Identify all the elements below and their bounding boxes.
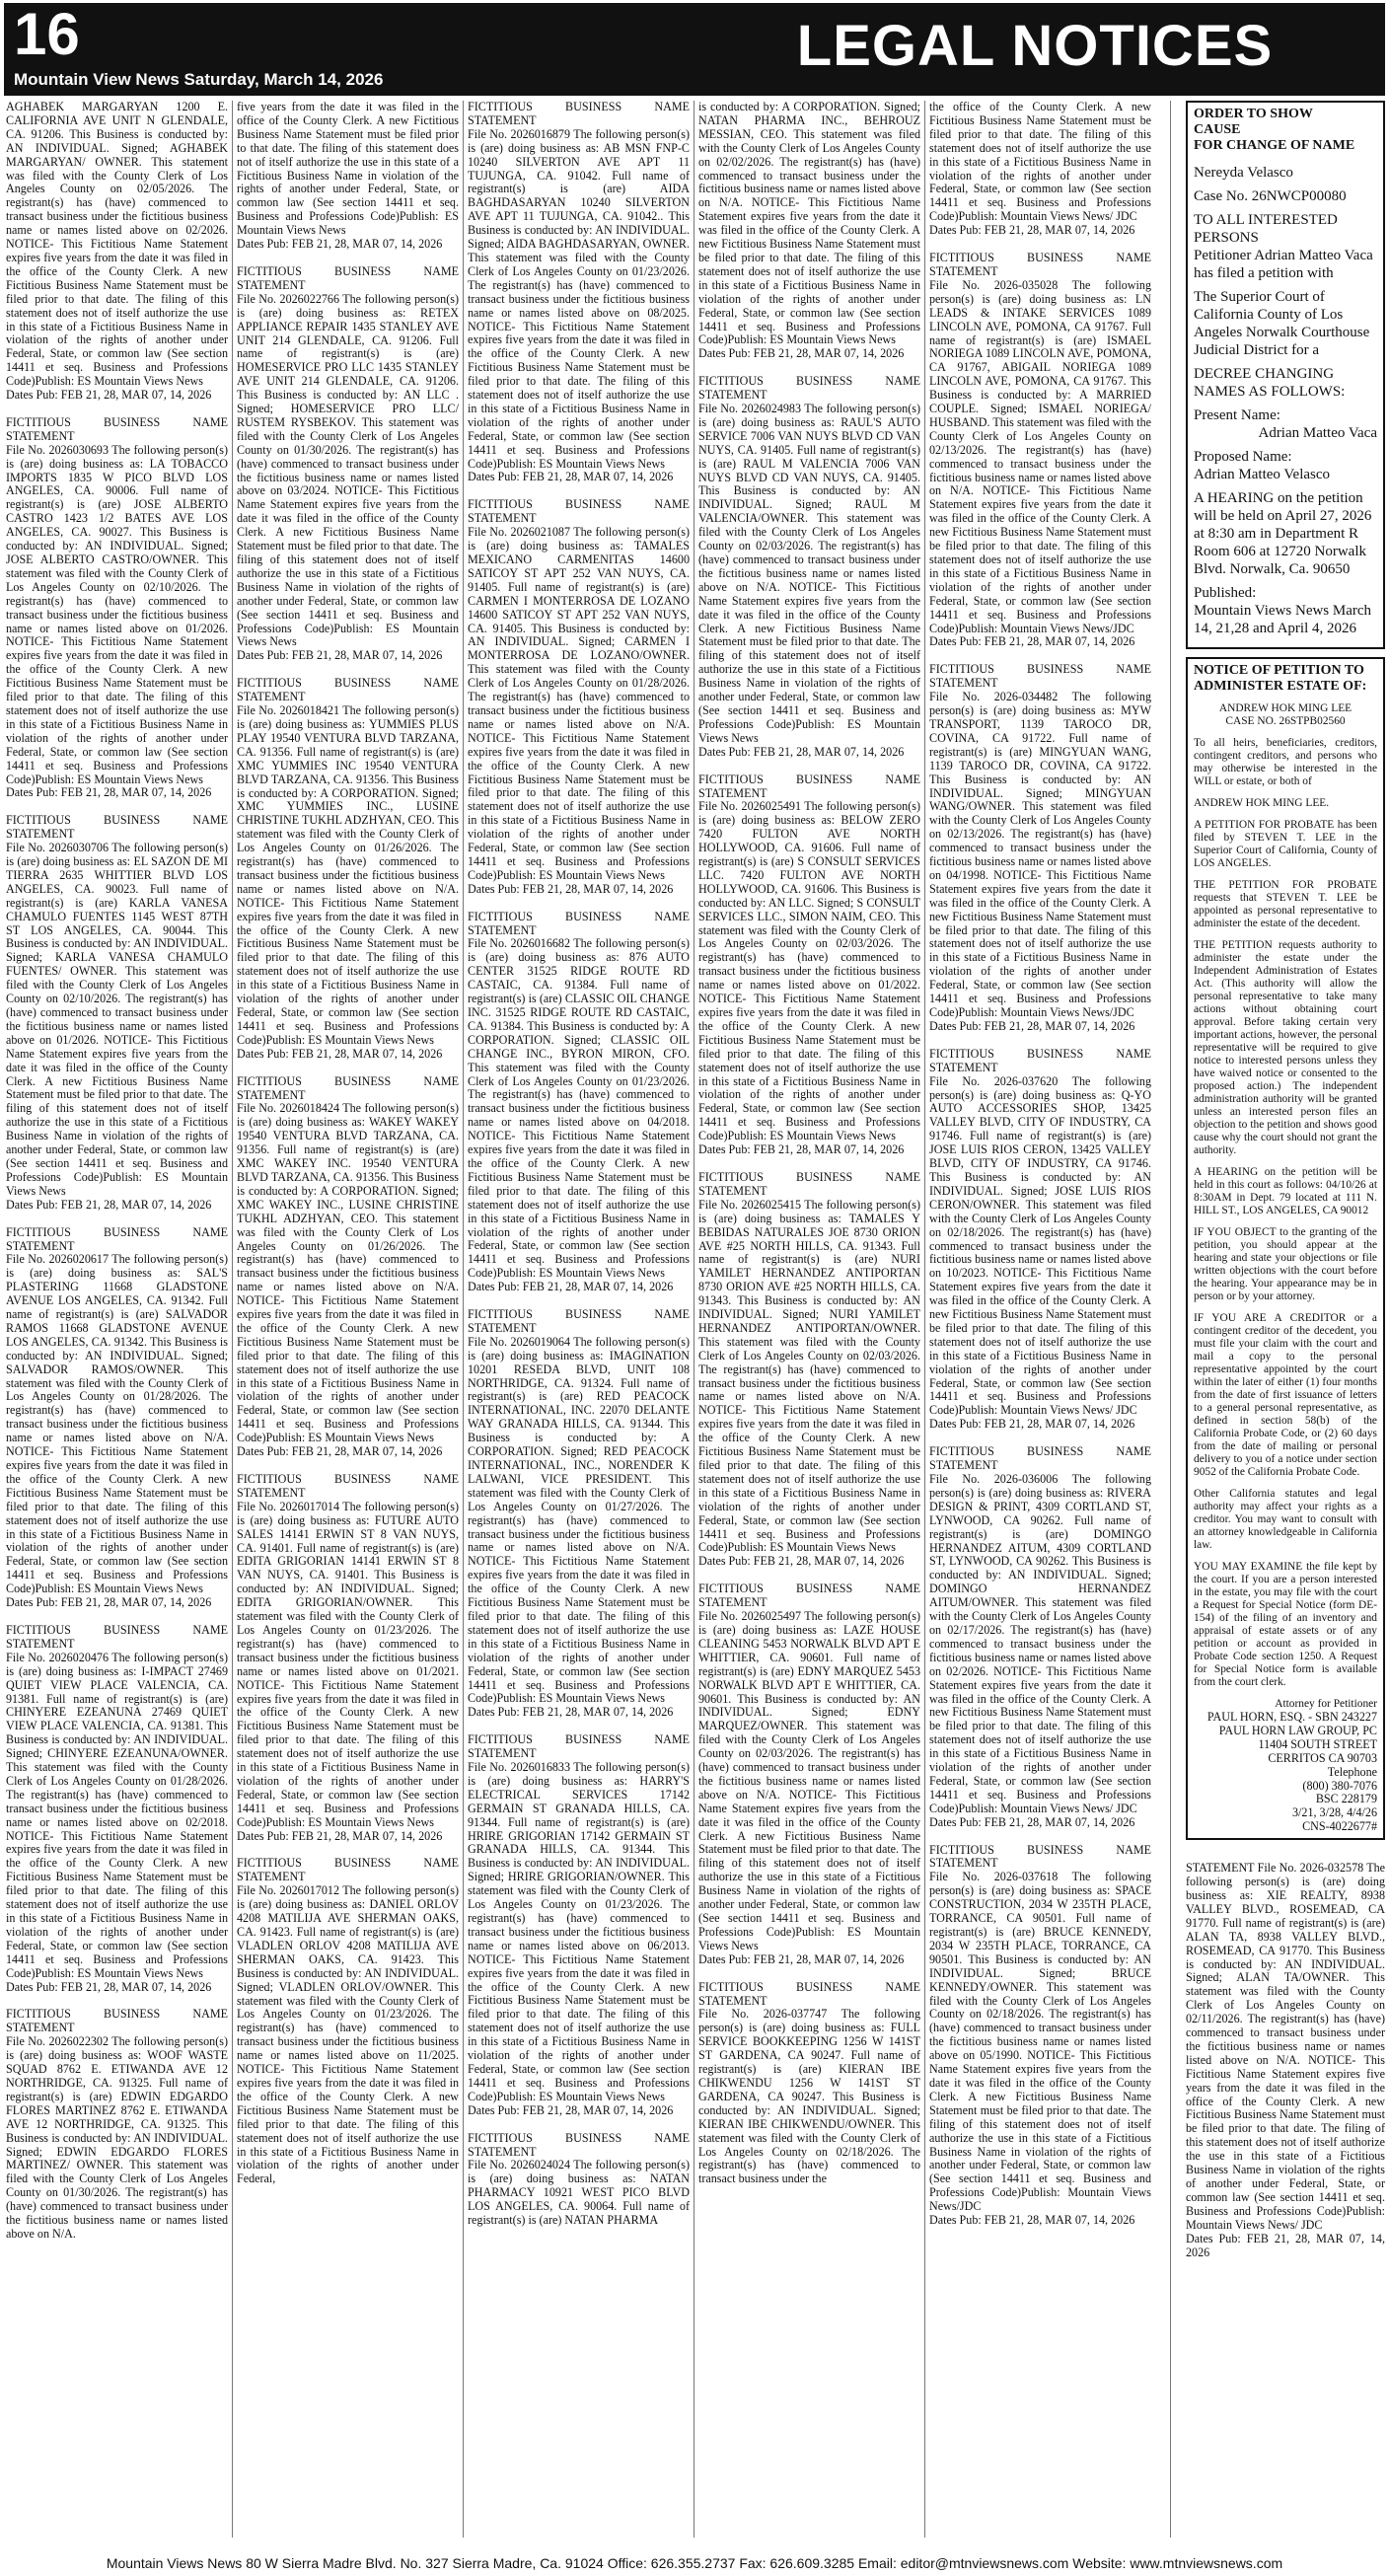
notice-dates: Dates Pub: FEB 21, 28, MAR 07, 14, 2026 [237, 1046, 443, 1061]
notice-dates: Dates Pub: FEB 21, 28, MAR 07, 14, 2026 [929, 1018, 1135, 1033]
column-2 [237, 101, 459, 2538]
estate-attorney-block [1194, 1711, 1377, 1834]
fbn-notice [237, 265, 459, 663]
ots-published: Mountain Views News March 14, 21,28 and April 4, 2026 [1194, 603, 1372, 636]
notice-body: File No. 2026016879 The following person(s) is (are) doing business as: AB MSN FNP-C 10240 SILVERTON AVE APT 11 TUJUNGA, CA. 91042. Full name of registrant(s) is (are) AIDA BAGHDASARYAN 10240 SILVERTON AVE APT 11 TUJUNGA, CA. 91042.. This Business is conducted by: AN INDIVIDUAL. Signed; AIDA BAGHDASARYAN, OWNER. This statement was filed with the County Clerk of Los Angeles County on 01/23/2026. The registrant(s) has (have) commenced to transact business under the fictitious business name or names listed above on 08/2025. NOTICE- This Fictitious Name Statement expires five years from the date it was filed in the office of the County Clerk. A new Fictitious Business Name Statement must be filed prior to that date. The filing of this statement does not of itself authorize the use in this state of a Fictitious Business Name in violation of the rights of another under Federal, State, or common law (See section 14411 et seq. Business and Professions Code)Publish: ES Mountain Views News [468, 126, 690, 471]
notice-heading: FICTITIOUS BUSINESS NAME STATEMENT [237, 676, 459, 704]
estate-paragraph: THE PETITION requests authority to administer the estate under the Independent Administration of Estates Act. (This authority will allow the personal representative to take many actions without obtaining court approval. Before taking certain very important actions, however, the personal representative will be required to give notice to interested persons unless they have waived notice or consented to the proposed action.) The independent administration authority will be granted unless an interested person files an objection to the petition and shows good cause why the court should not grant the authority. [1194, 939, 1377, 1156]
notice-heading: FICTITIOUS BUSINESS NAME STATEMENT [929, 1842, 1151, 1871]
estate-paragraph: THE PETITION FOR PROBATE requests that STEVEN T. LEE be appointed as personal representative to administer the estate of the decedent. [1194, 879, 1377, 929]
estate-paragraph: Other California statutes and legal authority may affect your rights as a creditor. You may want to consult with an attorney knowledgeable in California law. [1194, 1488, 1377, 1551]
fbn-notice [929, 663, 1151, 1033]
fbn-notice [698, 1981, 920, 2187]
notice-dates: Dates Pub: FEB 21, 28, MAR 07, 14, 2026 [698, 1951, 905, 1966]
notice-dates: Dates Pub: FEB 21, 28, MAR 07, 14, 2026 [468, 1705, 674, 1720]
fbn-notice [6, 1226, 228, 1610]
fbn-notice [237, 1075, 459, 1459]
notice-body: the office of the County Clerk. A new Fictitious Business Name Statement must be filed prior to that date. The filing of this statement does not of itself authorize the use in this state of a Fictitious Business Name in violation of the rights of another under Federal, State, or common law (See section 14411 et seq. Business and Professions Code)Publish: Mountain Views News/ JDC [929, 101, 1151, 224]
notice-heading: FICTITIOUS BUSINESS NAME STATEMENT [6, 813, 228, 842]
estate-paragraph: IF YOU OBJECT to the granting of the petition, you should appear at the hearing and state your objections or file written objections with the court before the hearing. Your appearance may be in person or by your attorney. [1194, 1226, 1377, 1302]
notice-body: File No. 2026024024 The following person(s) is (are) doing business as: NATAN PHARMACY 10921 WEST PICO BLVD LOS ANGELES, CA. 90064. Full name of registrant(s) is (are) NATAN PHARMA [468, 2158, 690, 2228]
notice-heading: FICTITIOUS BUSINESS NAME STATEMENT [6, 1224, 228, 1253]
notice-heading: FICTITIOUS BUSINESS NAME STATEMENT [237, 1472, 459, 1500]
notice-dates: Dates Pub: FEB 21, 28, MAR 07, 14, 2026 [237, 1444, 443, 1459]
notice-body: File No. 2026-037618 The following person(s) is (are) doing business as: SPACE CONSTRUCTION, 2034 W 235TH PLACE, TORRANCE, CA 90501. Full name of registrant(s) is (are) BRUCE KENNEDY, 2034 W 235TH PLACE, TORRANCE, CA 90501. This Business is conducted by: AN INDIVIDUAL. Signed; BRUCE KENNEDY/OWNER. This statement was filed with the County Clerk of Los Angeles County on 02/18/2026. The registrant(s) has (have) commenced to transact business under the fictitious business name or names listed above on 05/1990. NOTICE- This Fictitious Name Statement expires five years from the date it was filed in the office of the County Clerk. A new Fictitious Business Name Statement must be filed prior to that date. The filing of this statement does not of itself authorize the use in this state of a Fictitious Business Name in violation of the rights of another under Federal, State, or common law (See section 14411 et seq. Business and Professions Code)Publish: Mountain Views News/JDC [929, 1870, 1151, 2214]
page-number: 16 [14, 1, 80, 67]
fbn-notice [237, 1473, 459, 1843]
notice-body: File No. 2026-034482 The following person(s) is (are) doing business as: MYW TRANSPORT, 1139 TAROCO DR, COVINA, CA 91722. Full name of registrant(s) is (are) MINGYUAN WANG, 1139 TAROCO DR, COVINA, CA 91722. This Business is conducted by: AN INDIVIDUAL. Signed; MINGYUAN WANG/OWNER. This statement was filed with the County Clerk of Los Angeles County on 02/13/2026. The registrant(s) has (have) commenced to transact business under the fictitious business name or names listed above on 04/1998. NOTICE- This Fictitious Name Statement expires five years from the date it was filed in the office of the County Clerk. A new Fictitious Business Name Statement must be filed prior to that date. The filing of this statement does not of itself authorize the use in this state of a Fictitious Business Name in violation of the rights of another under Federal, State, or common law (See section 14411 et seq. Business and Professions Code)Publish: Mountain Views News/JDC [929, 690, 1151, 1019]
fbn-notice [929, 252, 1151, 649]
fbn-notice [6, 814, 228, 1212]
fbn-notice [698, 375, 920, 759]
fbn-notice [468, 1308, 690, 1720]
notice-dates: Dates Pub: FEB 21, 28, MAR 07, 14, 2026 [468, 2102, 674, 2117]
notice-dates: Dates Pub: FEB 21, 28, MAR 07, 14, 2026 [237, 237, 443, 252]
ots-decree: DECREE CHANGING NAMES AS FOLLOWS: [1194, 366, 1346, 400]
notice-dates: Dates Pub: FEB 21, 28, MAR 07, 14, 2026 [698, 1554, 905, 1569]
estate-paragraph: ANDREW HOK MING LEE. [1194, 797, 1330, 809]
fbn-notice [468, 498, 690, 896]
attorney-line: PAUL HORN, ESQ. - SBN 243227 [1206, 1710, 1377, 1724]
estate-decedent: ANDREW HOK MING LEE [1218, 702, 1352, 714]
estate-paragraph: YOU MAY EXAMINE the file kept by the court. If you are a person interested in the estate, you may file with the court a Request for Special Notice (form DE-154) of the filing of an inventory and appraisal of estate assets or of any petition or account as provided in Probate Code section 1250. A Request for Special Notice form is available from the court clerk. [1194, 1561, 1377, 1688]
notice-heading: FICTITIOUS BUSINESS NAME STATEMENT [929, 1444, 1151, 1473]
fbn-notice [698, 773, 920, 1157]
notice-dates: Dates Pub: FEB 21, 28, MAR 07, 14, 2026 [468, 470, 674, 484]
notice-heading: FICTITIOUS BUSINESS NAME STATEMENT [698, 1979, 920, 2008]
notice-heading: FICTITIOUS BUSINESS NAME STATEMENT [468, 2130, 690, 2159]
ots-petitioner-name: Nereyda Velasco [1194, 165, 1293, 181]
fbn-notice [929, 101, 1151, 238]
column-rule [463, 101, 464, 2538]
notice-body: File No. 2026-035028 The following person(s) is (are) doing business as: LN LEADS & INTAKE SERVICES 1089 LINCOLN AVE, POMONA, CA 91767. Full name of registrant(s) is (are) ISMAEL NORIEGA 1089 LINCOLN AVE, POMONA, CA 91767, ABIGAIL NORIEGA 1089 LINCOLN AVE, POMONA, CA 91767. This Business is conducted by: A MARRIED COUPLE. Signed; ISMAEL NORIEGA/ HUSBAND. This statement was filed with the County Clerk of Los Angeles County on 02/13/2026. The registrant(s) has (have) commenced to transact business under the fictitious business name or names listed above on N/A. NOTICE- This Fictitious Name Statement expires five years from the date it was filed in the office of the County Clerk. A new Fictitious Business Name Statement must be filed prior to that date. The filing of this statement does not of itself authorize the use in this state of a Fictitious Business Name in violation of the rights of another under Federal, State, or common law (See section 14411 et seq. Business and Professions Code)Publish: Mountain Views News/JDC [929, 277, 1151, 635]
notice-body: File No. 2026-037620 The following person(s) is (are) doing business as: Q-YO AUTO ACCESSORIES SHOP, 13425 VALLEY BLVD, CITY OF INDUSTRY, CA 91746. Full name of registrant(s) is (are) JOSE LUIS RIOS CERON, 13425 VALLEY BLVD, CITY OF INDUSTRY, CA 91746. This Business is conducted by: AN INDIVIDUAL. Signed; JOSE LUIS RIOS CERON/OWNER. This statement was filed with the County Clerk of Los Angeles County on 02/18/2026. The registrant(s) has (have) commenced to transact business under the fictitious business name or names listed above on 10/2023. NOTICE- This Fictitious Name Statement expires five years from the date it was filed in the office of the County Clerk. A new Fictitious Business Name Statement must be filed prior to that date. The filing of this statement does not of itself authorize the use in this state of a Fictitious Business Name in violation of the rights of another under Federal, State, or common law (See section 14411 et seq. Business and Professions Code)Publish: Mountain Views News/ JDC [929, 1073, 1151, 1418]
footer-contact-line: Mountain Views News 80 W Sierra Madre Blvd. No. 327 Sierra Madre, Ca. 91024 Office: 626.355.2737 Fax: 626.609.3285 Email: editor@mtnviewsnews.com Website: www.mtnviewsnews.com [106, 2555, 1283, 2571]
notice-heading: FICTITIOUS BUSINESS NAME STATEMENT [698, 1582, 920, 1610]
column-rule [924, 101, 925, 2538]
ots-court: The Superior Court of California County of Los Angeles Norwalk Courthouse Judicial District for a [1194, 289, 1370, 358]
petition-estate-notice [1186, 657, 1385, 1840]
notice-body: File No. 2026018424 The following person(s) is (are) doing business as: WAKEY WAKEY 19540 VENTURA BLVD TARZANA, CA. 91356. Full name of registrant(s) is (are) XMC WAKEY INC. 19540 VENTURA BLVD TARZANA, CA. 91356. This Business is conducted by: A CORPORATION. Signed; XMC WAKEY INC., LUSINE CHRISTINE TUKHL ADZHYAN, CEO. This statement was filed with the County Clerk of Los Angeles County on 01/26/2026. The registrant(s) has (have) commenced to transact business under the fictitious business name or names listed above on N/A. NOTICE- This Fictitious Name Statement expires five years from the date it was filed in the office of the County Clerk. A new Fictitious Business Name Statement must be filed prior to that date. The filing of this statement does not of itself authorize the use in this state of a Fictitious Business Name in violation of the rights of another under Federal, State, or common law (See section 14411 et seq. Business and Professions Code)Publish: ES Mountain Views News [237, 1101, 459, 1445]
notice-body: File No. 2026025415 The following person(s) is (are) doing business as: TAMALES Y BEBIDAS NATURALES JOE 8730 ORION AVE #25 NORTH HILLS, CA. 91343. Full name of registrant(s) is (are) NURI YAMILET HERNANDEZ ANTIPORTAN 8730 ORION AVE #25 NORTH HILLS, CA. 91343. This Business is conducted by: AN INDIVIDUAL. Signed; NURI YAMILET HERNANDEZ ANTIPORTAN/OWNER. This statement was filed with the County Clerk of Los Angeles County on 02/03/2026. The registrant(s) has (have) commenced to transact business under the fictitious business name or names listed above on N/A. NOTICE- This Fictitious Name Statement expires five years from the date it was filed in the office of the County Clerk. A new Fictitious Business Name Statement must be filed prior to that date. The filing of this statement does not of itself authorize the use in this state of a Fictitious Business Name in violation of the rights of another under Federal, State, or common law (See section 14411 et seq. Business and Professions Code)Publish: ES Mountain Views News [698, 1197, 920, 1555]
notice-heading: FICTITIOUS BUSINESS NAME STATEMENT [237, 263, 459, 292]
fbn-notice [929, 1048, 1151, 1432]
ots-hearing: A HEARING on the petition will be held on April 27, 2026 at 8:30 am in Department R Room 606 at 12720 Norwalk Blvd. Norwalk, Ca. 90650 [1194, 490, 1372, 577]
ots-filed-with: has filed a petition with [1194, 265, 1334, 281]
fbn-notice [468, 911, 690, 1294]
fbn-notice [698, 1582, 920, 1966]
notice-heading: FICTITIOUS BUSINESS NAME STATEMENT [698, 374, 920, 403]
order-to-show-cause [1186, 101, 1385, 649]
notice-dates: Dates Pub: FEB 21, 28, MAR 07, 14, 2026 [237, 1828, 443, 1843]
notice-heading: FICTITIOUS BUSINESS NAME STATEMENT [237, 1073, 459, 1102]
notice-dates: Dates Pub: FEB 21, 28, MAR 07, 14, 2026 [468, 881, 674, 896]
notice-dates: Dates Pub: FEB 21, 28, MAR 07, 14, 2026 [929, 634, 1135, 649]
notice-heading: FICTITIOUS BUSINESS NAME STATEMENT [468, 101, 690, 127]
estate-paragraph: A PETITION FOR PROBATE has been filed by STEVEN T. LEE in the Superior Court of California, County of LOS ANGELES. [1194, 819, 1377, 869]
notice-body: File No. 2026030693 The following person(s) is (are) doing business as: LA TOBACCO IMPORTS 1835 W PICO BLVD LOS ANGELES, CA. 90006. Full name of registrant(s) is (are) JOSE ALBERTO CASTRO 1423 1/2 BATES AVE LOS ANGELES, CA. 90027. This Business is conducted by: AN INDIVIDUAL. Signed; JOSE ALBERTO CASTRO/OWNER. This statement was filed with the County Clerk of Los Angeles County on 02/10/2026. The registrant(s) has (have) commenced to transact business under the fictitious business name or names listed above on 01/2026. NOTICE- This Fictitious Name Statement expires five years from the date it was filed in the office of the County Clerk. A new Fictitious Business Name Statement must be filed prior to that date. The filing of this statement does not of itself authorize the use in this state of a Fictitious Business Name in violation of the rights of another under Federal, State, or common law (See section 14411 et seq. Business and Professions Code)Publish: ES Mountain Views News [6, 442, 228, 786]
attorney-line: (800) 380-7076 [1302, 1778, 1377, 1793]
notice-body: five years from the date it was filed in the office of the County Clerk. A new Fictitious Business Name Statement must be filed prior to that date. The filing of this statement does not of itself authorize the use in this state of a Fictitious Business Name in violation of the rights of another under Federal, State, or common law (See section 14411 et seq. Business and Professions Code)Publish: ES Mountain Views News [237, 101, 459, 238]
column-4 [698, 101, 920, 2538]
notice-heading: FICTITIOUS BUSINESS NAME STATEMENT [929, 1046, 1151, 1074]
notice-body: File No. 2026024983 The following person(s) is (are) doing business as: RAUL'S AUTO SERVICE 7006 VAN NUYS BLVD CD VAN NUYS, CA. 91405. Full name of registrant(s) is (are) RAUL M VALENCIA 7006 VAN NUYS BLVD CD VAN NUYS, CA. 91405. This Business is conducted by: AN INDIVIDUAL. Signed; RAUL M VALENCIA/OWNER. This statement was filed with the County Clerk of Los Angeles County on 02/03/2026. The registrant(s) has (have) commenced to transact business under the fictitious business name or names listed above on N/A. NOTICE- This Fictitious Name Statement expires five years from the date it was filed in the office of the County Clerk. A new Fictitious Business Name Statement must be filed prior to that date. The filing of this statement does not of itself authorize the use in this state of a Fictitious Business Name in violation of the rights of another under Federal, State, or common law (See section 14411 et seq. Business and Professions Code)Publish: ES Mountain Views News [698, 402, 920, 745]
column-3 [468, 101, 690, 2538]
estate-paragraph: To all heirs, beneficiaries, creditors, contingent creditors, and persons who may otherwise be interested in the WILL or estate, or both of [1194, 737, 1377, 787]
estate-attorney-label: Attorney for Petitioner [1275, 1698, 1377, 1710]
ots-present-label: Present Name: [1194, 407, 1280, 423]
ots-present-name: Adrian Matteo Vaca [1258, 425, 1377, 441]
notice-body: File No. 2026017014 The following person(s) is (are) doing business as: FUTURE AUTO SALES 14141 ERWIN ST 8 VAN NUYS, CA. 91401. Full name of registrant(s) is (are) EDITA GRIGORIAN 14141 ERWIN ST 8 VAN NUYS, CA. 91401. This Business is conducted by: AN INDIVIDUAL. Signed; EDITA GRIGORIAN/OWNER. This statement was filed with the County Clerk of Los Angeles County on 01/23/2026. The registrant(s) has (have) commenced to transact business under the fictitious business name or names listed above on 01/2021. NOTICE- This Fictitious Name Statement expires five years from the date it was filed in the office of the County Clerk. A new Fictitious Business Name Statement must be filed prior to that date. The filing of this statement does not of itself authorize the use in this state of a Fictitious Business Name in violation of the rights of another under Federal, State, or common law (See section 14411 et seq. Business and Professions Code)Publish: ES Mountain Views News [237, 1499, 459, 1829]
notice-dates: Dates Pub: FEB 21, 28, MAR 07, 14, 2026 [6, 388, 212, 403]
attorney-line: CERRITOS CA 90703 [1268, 1750, 1377, 1765]
notice-dates: Dates Pub: FEB 21, 28, MAR 07, 14, 2026 [929, 2213, 1135, 2228]
notice-body: File No. 2026022302 The following person(s) is (are) doing business as: WOOF WASTE SQUAD 8762 E. ETIWANDA AVE 12 NORTHRIDGE, CA. 91325. Full name of registrant(s) is (are) EDWIN EDGARDO FLORES MARTINEZ 8762 E. ETIWANDA AVE 12 NORTHRIDGE, CA. 91325. This Business is conducted by: AN INDIVIDUAL. Signed; EDWIN EDGARDO FLORES MARTINEZ/ OWNER. This statement was filed with the County Clerk of Los Angeles County on 01/30/2026. The registrant(s) has (have) commenced to transact business under the fictitious business name or names listed above on N/A. [6, 2034, 228, 2241]
fbn-notice [237, 677, 459, 1061]
estate-paragraph: A HEARING on the petition will be held in this court as follows: 04/10/26 at 8:30AM in Dept. 79 located at 111 N. HILL ST., LOS ANGELES, CA 90012 [1194, 1166, 1377, 1216]
notice-heading: FICTITIOUS BUSINESS NAME STATEMENT [468, 909, 690, 937]
fbn-notice [1186, 1862, 1385, 2259]
notice-body: File No. 2026020617 The following person(s) is (are) doing business as: SAL'S PLASTERING 11668 GLADSTONE AVENUE LOS ANGELES, CA. 91342. Full name of registrant(s) is (are) SALVADOR RAMOS 11668 GLADSTONE AVENUE LOS ANGELES, CA. 91342. This Business is conducted by: AN INDIVIDUAL. Signed; SALVADOR RAMOS/OWNER. This statement was filed with the County Clerk of Los Angeles County on 01/28/2026. The registrant(s) has (have) commenced to transact business under the fictitious business name or names listed above on N/A. NOTICE- This Fictitious Name Statement expires five years from the date it was filed in the office of the County Clerk. A new Fictitious Business Name Statement must be filed prior to that date. The filing of this statement does not of itself authorize the use in this state of a Fictitious Business Name in violation of the rights of another under Federal, State, or common law (See section 14411 et seq. Business and Professions Code)Publish: ES Mountain Views News [6, 1252, 228, 1596]
ots-proposed-label: Proposed Name: [1194, 449, 1292, 465]
notice-body: File No. 2026030706 The following person(s) is (are) doing business as: EL SAZON DE MI TIERRA 2635 WHITTIER BLVD LOS ANGELES, CA. 90023. Full name of registrant(s) is (are) KARLA VANESA CHAMULO FUENTES 1145 WEST 87TH ST LOS ANGELES, CA. 90044. This Business is conducted by: AN INDIVIDUAL. Signed; KARLA VANESA CHAMULO FUENTES/ OWNER. This statement was filed with the County Clerk of Los Angeles County on 02/10/2026. The registrant(s) has (have) commenced to transact business under the fictitious business name or names listed above on 01/2026. NOTICE- This Fictitious Name Statement expires five years from the date it was filed in the office of the County Clerk. A new Fictitious Business Name Statement must be filed prior to that date. The filing of this statement does not of itself authorize the use in this state of a Fictitious Business Name in violation of the rights of another under Federal, State, or common law (See section 14411 et seq. Business and Professions Code)Publish: ES Mountain Views News [6, 841, 228, 1198]
notice-body: File No. 2026022766 The following person(s) is (are) doing business as: RETEX APPLIANCE REPAIR 1435 STANLEY AVE UNIT 214 GLENDALE, CA. 91206. Full name of registrant(s) is (are) HOMESERVICE PRO LLC 1435 STANLEY AVE UNIT 214 GLENDALE, CA. 91206. This Business is conducted by: AN LLC . Signed; HOMESERVICE PRO LLC/ RUSTEM RYSBEKOV. This statement was filed with the County Clerk of Los Angeles County on 01/30/2026. The registrant(s) has (have) commenced to transact business under the fictitious business name or names listed above on 03/2024. NOTICE- This Fictitious Name Statement expires five years from the date it was filed in the office of the County Clerk. A new Fictitious Business Name Statement must be filed prior to that date. The filing of this statement does not of itself authorize the use in this state of a Fictitious Business Name in violation of the rights of another under Federal, State, or common law (See section 14411 et seq. Business and Professions Code)Publish: ES Mountain Views News [237, 291, 459, 649]
notice-dates: Dates Pub: FEB 21, 28, MAR 07, 14, 2026 [929, 223, 1135, 238]
column-1 [6, 101, 228, 2538]
fbn-notice [6, 2008, 228, 2241]
notice-dates: Dates Pub: FEB 21, 28, MAR 07, 14, 2026 [468, 1280, 674, 1294]
ots-to-all: TO ALL INTERESTED PERSONS [1194, 212, 1338, 246]
notice-dates: Dates Pub: FEB 21, 28, MAR 07, 14, 2026 [6, 1979, 212, 1994]
column-6 [1186, 101, 1385, 2538]
notice-dates: Dates Pub: FEB 21, 28, MAR 07, 14, 2026 [6, 1197, 212, 1212]
notice-body: File No. 2026018421 The following person(s) is (are) doing business as: YUMMIES PLUS PLAY 19540 VENTURA BLVD TARZANA, CA. 91356. Full name of registrant(s) is (are) XMC YUMMIES INC 19540 VENTURA BLVD TARZANA, CA. 91356. This Business is conducted by: A CORPORATION. Signed; XMC YUMMIES INC., LUSINE CHRISTINE TUKHL ADZHYAN, CEO. This statement was filed with the County Clerk of Los Angeles County on 01/26/2026. The registrant(s) has (have) commenced to transact business under the fictitious business name or names listed above on N/A. NOTICE- This Fictitious Name Statement expires five years from the date it was filed in the office of the County Clerk. A new Fictitious Business Name Statement must be filed prior to that date. The filing of this statement does not of itself authorize the use in this state of a Fictitious Business Name in violation of the rights of another under Federal, State, or common law (See section 14411 et seq. Business and Professions Code)Publish: ES Mountain Views News [237, 703, 459, 1047]
fbn-notice [929, 1844, 1151, 2228]
fbn-notice [237, 1857, 459, 2186]
notice-dates: Dates Pub: FEB 21, 28, MAR 07, 14, 2026 [698, 744, 905, 759]
ots-case-number: Case No. 26NWCP00080 [1194, 188, 1347, 204]
fbn-notice [929, 1445, 1151, 1829]
notice-body: File No. 2026025491 The following person(s) is (are) doing business as: BELOW ZERO 7420 FULTON AVE NORTH HOLLYWOOD, CA. 91606. Full name of registrant(s) is (are) S CONSULT SERVICES LLC. 7420 FULTON AVE NORTH HOLLYWOOD, CA. 91606. This Business is conducted by: AN LLC. Signed; S CONSULT SERVICES LLC., SIMON NAIM, CEO. This statement was filed with the County Clerk of Los Angeles County on 02/03/2026. The registrant(s) has (have) commenced to transact business under the fictitious business name or names listed above on 01/2022. NOTICE- This Fictitious Name Statement expires five years from the date it was filed in the office of the County Clerk. A new Fictitious Business Name Statement must be filed prior to that date. The filing of this statement does not of itself authorize the use in this state of a Fictitious Business Name in violation of the rights of another under Federal, State, or common law (See section 14411 et seq. Business and Professions Code)Publish: ES Mountain Views News [698, 799, 920, 1143]
ots-title-line3: FOR CHANGE OF NAME [1194, 138, 1355, 153]
notice-heading: FICTITIOUS BUSINESS NAME STATEMENT [698, 1169, 920, 1198]
notice-heading: FICTITIOUS BUSINESS NAME STATEMENT [6, 2007, 228, 2035]
notice-heading: FICTITIOUS BUSINESS NAME STATEMENT [468, 1732, 690, 1761]
estate-title: NOTICE OF PETITION TO ADMINISTER ESTATE OF: [1194, 663, 1367, 694]
fbn-notice [468, 2132, 690, 2228]
notice-body: File No. 2026020476 The following person(s) is (are) doing business as: I-IMPACT 27469 QUIET VIEW PLACE VALENCIA, CA. 91381. Full name of registrant(s) is (are) CHINYERE EZEANUNA 27469 QUIET VIEW PLACE VALENCIA, CA. 91381. This Business is conducted by: AN INDIVIDUAL. Signed; CHINYERE EZEANUNA/OWNER. This statement was filed with the County Clerk of Los Angeles County on 01/28/2026. The registrant(s) has (have) commenced to transact business under the fictitious business name or names listed above on 02/2018. NOTICE- This Fictitious Name Statement expires five years from the date it was filed in the office of the County Clerk. A new Fictitious Business Name Statement must be filed prior to that date. The filing of this statement does not of itself authorize the use in this state of a Fictitious Business Name in violation of the rights of another under Federal, State, or common law (See section 14411 et seq. Business and Professions Code)Publish: ES Mountain Views News [6, 1650, 228, 1980]
notice-heading: FICTITIOUS BUSINESS NAME STATEMENT [6, 1622, 228, 1651]
ots-proposed-name: Adrian Matteo Velasco [1194, 467, 1331, 482]
section-title: LEGAL NOTICES [796, 14, 1274, 78]
notice-body: File No. 2026016833 The following person(s) is (are) doing business as: HARRY'S ELECTRICAL SERVICES 17142 GERMAIN ST GRANADA HILLS, CA. 91344. Full name of registrant(s) is (are) HRIRE GRIGORIAN 17142 GERMAIN ST GRANADA HILLS, CA. 91344. This Business is conducted by: AN INDIVIDUAL. Signed; HRIRE GRIGORIAN/OWNER. This statement was filed with the County Clerk of Los Angeles County on 01/23/2026. The registrant(s) has (have) commenced to transact business under the fictitious business name or names listed above on 06/2013. NOTICE- This Fictitious Name Statement expires five years from the date it was filed in the office of the County Clerk. A new Fictitious Business Name Statement must be filed prior to that date. The filing of this statement does not of itself authorize the use in this state of a Fictitious Business Name in violation of the rights of another under Federal, State, or common law (See section 14411 et seq. Business and Professions Code)Publish: ES Mountain Views News [468, 1760, 690, 2103]
notice-body: File No. 2026025497 The following person(s) is (are) doing business as: LAZE HOUSE CLEANING 5453 NORWALK BLVD APT E WHITTIER, CA. 90601. Full name of registrant(s) is (are) EDNY MARQUEZ 5453 NORWALK BLVD APT E WHITTIER, CA. 90601. This Business is conducted by: AN INDIVIDUAL. Signed; EDNY MARQUEZ/OWNER. This statement was filed with the County Clerk of Los Angeles County on 02/03/2026. The registrant(s) has (have) commenced to transact business under the fictitious business name or names listed above on N/A. NOTICE- This Fictitious Name Statement expires five years from the date it was filed in the office of the County Clerk. A new Fictitious Business Name Statement must be filed prior to that date. The filing of this statement does not of itself authorize the use in this state of a Fictitious Business Name in violation of the rights of another under Federal, State, or common law (See section 14411 et seq. Business and Professions Code)Publish: ES Mountain Views News [698, 1609, 920, 1952]
notice-body: AGHABEK MARGARYAN 1200 E. CALIFORNIA AVE UNIT N GLENDALE, CA. 91206. This Business is conducted by: AN INDIVIDUAL. Signed; AGHABEK MARGARYAN/ OWNER. This statement was filed with the County Clerk of Los Angeles County on 02/05/2026. The registrant(s) has (have) commenced to transact business under the fictitious business name or names listed above on 02/2026. NOTICE- This Fictitious Name Statement expires five years from the date it was filed in the office of the County Clerk. A new Fictitious Business Name Statement must be filed prior to that date. The filing of this statement does not of itself authorize the use in this state of a Fictitious Business Name in violation of the rights of another under Federal, State, or common law (See section 14411 et seq. Business and Professions Code)Publish: ES Mountain Views News [6, 101, 228, 389]
attorney-line: Telephone [1327, 1764, 1377, 1779]
notice-dates: Dates Pub: FEB 21, 28, MAR 07, 14, 2026 [698, 346, 905, 361]
column-5 [929, 101, 1151, 2538]
notice-heading: FICTITIOUS BUSINESS NAME STATEMENT [237, 1856, 459, 1884]
estate-paragraph: IF YOU ARE A CREDITOR or a contingent creditor of the decedent, you must file your claim with the court and mail a copy to the personal representative appointed by the court within the later of either (1) four months from the date of first issuance of letters to a general personal representative, as defined in section 58(b) of the California Probate Code, or (2) 60 days from the date of mailing or personal delivery to you of a notice under section 9052 of the California Probate Code. [1194, 1312, 1377, 1478]
ots-petitioner: Petitioner Adrian Matteo Vaca [1194, 248, 1373, 263]
attorney-line: BSC 228179 [1315, 1792, 1377, 1806]
fbn-notice [6, 101, 228, 403]
fbn-notice [6, 416, 228, 800]
ots-published-label: Published: [1194, 585, 1257, 601]
ots-title-line2: CAUSE [1194, 122, 1241, 137]
notice-heading: FICTITIOUS BUSINESS NAME STATEMENT [929, 662, 1151, 691]
attorney-line: CNS-4022677# [1302, 1819, 1377, 1834]
fbn-notice [6, 1624, 228, 1994]
notice-body: File No. 2026019064 The following person(s) is (are) doing business as: IMAGINATION 10201 RESEDA BLVD, UNIT 108 NORTHRIDGE, CA. 91324. Full name of registrant(s) is (are) RED PEACOCK INTERNATIONAL, INC. 22070 DELANTE WAY GRANADA HILLS, CA. 91344. This Business is conducted by: A CORPORATION. Signed; RED PEACOCK INTERNATIONAL, INC., NORENDER K LALWANI, VICE PRESIDENT. This statement was filed with the County Clerk of Los Angeles County on 01/27/2026. The registrant(s) has (have) commenced to transact business under the fictitious business name or names listed above on N/A. NOTICE- This Fictitious Name Statement expires five years from the date it was filed in the office of the County Clerk. A new Fictitious Business Name Statement must be filed prior to that date. The filing of this statement does not of itself authorize the use in this state of a Fictitious Business Name in violation of the rights of another under Federal, State, or common law (See section 14411 et seq. Business and Professions Code)Publish: ES Mountain Views News [468, 1334, 690, 1706]
attorney-line: 3/21, 3/28, 4/4/26 [1291, 1805, 1377, 1820]
notice-body: File No. 2026-036006 The following person(s) is (are) doing business as: RIVERA DESIGN & PRINT, 4309 CORTLAND ST, LYNWOOD, CA 90262. Full name of registrant(s) is (are) DOMINGO HERNANDEZ AITUM, 4309 CORTLAND ST, LYNWOOD, CA 90262. This Business is conducted by: AN INDIVIDUAL. Signed; DOMINGO HERNANDEZ AITUM/OWNER. This statement was filed with the County Clerk of Los Angeles County on 02/17/2026. The registrant(s) has (have) commenced to transact business under the fictitious business name or names listed above on 02/2026. NOTICE- This Fictitious Name Statement expires five years from the date it was filed in the office of the County Clerk. A new Fictitious Business Name Statement must be filed prior to that date. The filing of this statement does not of itself authorize the use in this state of a Fictitious Business Name in violation of the rights of another under Federal, State, or common law (See section 14411 et seq. Business and Professions Code)Publish: Mountain Views News/ JDC [929, 1472, 1151, 1815]
fbn-notice [698, 1171, 920, 1569]
notice-dates: Dates Pub: FEB 21, 28, MAR 07, 14, 2026 [929, 1417, 1135, 1432]
notice-body: File No. 2026016682 The following person(s) is (are) doing business as: 876 AUTO CENTER 31525 RIDGE ROUTE RD CASTAIC, CA. 91384. Full name of registrant(s) is (are) CLASSIC OIL CHANGE INC. 31525 RIDGE ROUTE RD CASTAIC, CA. 91384. This Business is conducted by: A CORPORATION. Signed; CLASSIC OIL CHANGE INC., BYRON MIRON, CFO. This statement was filed with the County Clerk of Los Angeles County on 01/23/2026. The registrant(s) has (have) commenced to transact business under the fictitious business name or names listed above on 04/2018. NOTICE- This Fictitious Name Statement expires five years from the date it was filed in the office of the County Clerk. A new Fictitious Business Name Statement must be filed prior to that date. The filing of this statement does not of itself authorize the use in this state of a Fictitious Business Name in violation of the rights of another under Federal, State, or common law (See section 14411 et seq. Business and Professions Code)Publish: ES Mountain Views News [468, 936, 690, 1281]
attorney-line: 11404 SOUTH STREET [1258, 1736, 1377, 1751]
notice-heading: FICTITIOUS BUSINESS NAME STATEMENT [929, 251, 1151, 278]
notice-dates: Dates Pub: FEB 21, 28, MAR 07, 14, 2026 [6, 1595, 212, 1610]
notice-body: is conducted by: A CORPORATION. Signed; NATAN PHARMA INC., BEHROUZ MESSIAN, CEO. This statement was filed with the County Clerk of Los Angeles County on 02/02/2026. The registrant(s) has (have) commenced to transact business under the fictitious business name or names listed above on N/A. NOTICE- This Fictitious Name Statement expires five years from the date it was filed in the office of the County Clerk. A new Fictitious Business Name Statement must be filed prior to that date. The filing of this statement does not of itself authorize the use in this state of a Fictitious Business Name in violation of the rights of another under Federal, State, or common law (See section 14411 et seq. Business and Professions Code)Publish: ES Mountain Views News [698, 101, 920, 347]
fbn-notice [468, 101, 690, 484]
attorney-line: PAUL HORN LAW GROUP, PC [1218, 1723, 1377, 1737]
notice-columns [6, 101, 1385, 2538]
column-rule [232, 101, 233, 2538]
notice-body: File No. 2026-037747 The following person(s) is (are) doing business as: FULL SERVICE BOOKKEEPING 1256 W 141ST ST GARDENA, CA 90247. Full name of registrant(s) is (are) KIERAN IBE CHIKWENDU 1256 W 141ST ST GARDENA, CA 90247. This Business is conducted by: AN INDIVIDUAL. Signed; KIERAN IBE CHIKWENDU/OWNER. This statement was filed with the County Clerk of Los Angeles County on 02/18/2026. The registrant(s) has (have) commenced to transact business under the [698, 2007, 920, 2186]
estate-case-number: CASE NO. 26STPB02560 [1225, 715, 1346, 727]
notice-dates: Dates Pub: FEB 21, 28, MAR 07, 14, 2026 [237, 648, 443, 663]
notice-dates: Dates Pub: FEB 21, 28, MAR 07, 14, 2026 [1186, 2231, 1385, 2259]
notice-dates: Dates Pub: FEB 21, 28, MAR 07, 14, 2026 [698, 1142, 905, 1157]
masthead [4, 3, 1385, 96]
column-rule [1170, 101, 1171, 2538]
fbn-notice [468, 1733, 690, 2117]
notice-dates: Dates Pub: FEB 21, 28, MAR 07, 14, 2026 [929, 1814, 1135, 1829]
ots-title-line1: ORDER TO SHOW [1194, 107, 1313, 121]
masthead-dateline: Mountain View News Saturday, March 14, 2026 [14, 70, 384, 89]
fbn-notice [237, 101, 459, 252]
notice-body: File No. 2026017012 The following person(s) is (are) doing business as: DANIEL ORLOV 4208 MATILIJA AVE SHERMAN OAKS, CA. 91423. Full name of registrant(s) is (are) VLADLEN ORLOV 4208 MATILIJA AVE SHERMAN OAKS, CA. 91423. This Business is conducted by: AN INDIVIDUAL. Signed; VLADLEN ORLOV/OWNER. This statement was filed with the County Clerk of Los Angeles County on 01/23/2026. The registrant(s) has (have) commenced to transact business under the fictitious business name or names listed above on 11/2025. NOTICE- This Fictitious Name Statement expires five years from the date it was filed in the office of the County Clerk. A new Fictitious Business Name Statement must be filed prior to that date. The filing of this statement does not of itself authorize the use in this state of a Fictitious Business Name in violation of the rights of another under Federal, [237, 1883, 459, 2186]
fbn-notice [698, 101, 920, 361]
notice-body: File No. 2026021087 The following person(s) is (are) doing business as: TAMALES MEXICANO CARMENITAS 14600 SATICOY ST APT 252 VAN NUYS, CA. 91405. Full name of registrant(s) is (are) CARMEN I MONTERROSA DE LOZANO 14600 SATICOY ST APT 252 VAN NUYS, CA. 91405. This Business is conducted by: AN INDIVIDUAL. Signed; CARMEN I MONTERROSA DE LOZANO/OWNER. This statement was filed with the County Clerk of Los Angeles County on 01/28/2026. The registrant(s) has (have) commenced to transact business under the fictitious business name or names listed above on N/A. NOTICE- This Fictitious Name Statement expires five years from the date it was filed in the office of the County Clerk. A new Fictitious Business Name Statement must be filed prior to that date. The filing of this statement does not of itself authorize the use in this state of a Fictitious Business Name in violation of the rights of another under Federal, State, or common law (See section 14411 et seq. Business and Professions Code)Publish: ES Mountain Views News [468, 525, 690, 882]
notice-heading: FICTITIOUS BUSINESS NAME STATEMENT [468, 1307, 690, 1335]
notice-body: STATEMENT File No. 2026-032578 The following person(s) is (are) doing business as: XIE REALTY, 8938 VALLEY BLVD., ROSEMEAD, CA 91770. Full name of registrant(s) is (are) ALAN TA, 8938 VALLEY BLVD., ROSEMEAD, CA 91770. This Business is conducted by: AN INDIVIDUAL. Signed; ALAN TA/OWNER. This statement was filed with the County Clerk of Los Angeles County on 02/11/2026. The registrant(s) has (have) commenced to transact business under the fictitious business name or names listed above on N/A. NOTICE- This Fictitious Name Statement expires five years from the date it was filed in the office of the County Clerk. A new Fictitious Business Name Statement must be filed prior to that date. The filing of this statement does not of itself authorize the use in this state of a Fictitious Business Name in violation of the rights of another under Federal, State, or common law (See section 14411 et seq. Business and Professions Code)Publish: Mountain Views News/ JDC [1186, 1861, 1385, 2232]
notice-heading: FICTITIOUS BUSINESS NAME STATEMENT [6, 414, 228, 443]
notice-heading: FICTITIOUS BUSINESS NAME STATEMENT [468, 497, 690, 526]
notice-dates: Dates Pub: FEB 21, 28, MAR 07, 14, 2026 [6, 785, 212, 800]
notice-heading: FICTITIOUS BUSINESS NAME STATEMENT [698, 772, 920, 800]
